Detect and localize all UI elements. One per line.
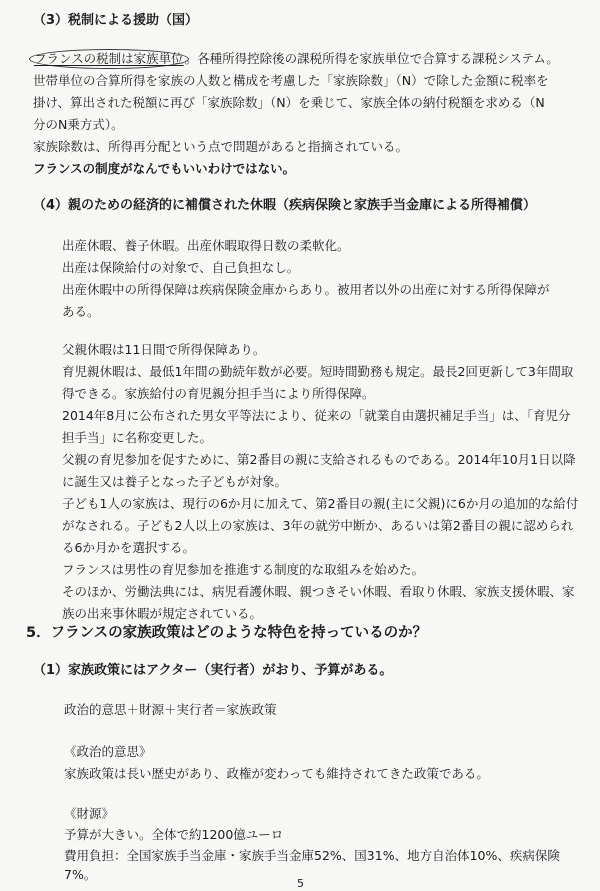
finance-label: 《財源》 (64, 806, 115, 821)
section3-line1 (33, 50, 559, 68)
section4-p1-line: 出産休暇中の所得保障は疾病保険金庫からあり。被用者以外の出産に対する所得保障が (62, 282, 550, 297)
underlined-phrase-a: フランスの税制 (34, 51, 122, 66)
section4-p2-line: 育児親休暇は、最低1年間の勤続年数が必要。短時間勤務も規定。最長2回更新して3年間取 (62, 364, 574, 379)
section5-sub1-heading: （1）家族政策にはアクター（実行者）がおり、予算がある。 (33, 663, 393, 678)
section4-p2-line: 族の出来事休暇が規定されている。 (62, 606, 263, 621)
section3-line6: フランスの制度がなんでもいいわけではない。 (33, 161, 296, 176)
section4-p2-line: フランスは男性の育児参加を推進する制度的な取組みを始めた。 (62, 562, 425, 577)
finance-line: 予算が大きい。全体で約1200億ユーロ (64, 827, 284, 842)
section4-p1-line: 出産休暇、養子休暇。出産休暇取得日数の柔軟化。 (62, 238, 350, 253)
section3-line3: 掛け、算出された税額に再び「家族除数」（N）を乗じて、家族全体の納付税額を求める（N (33, 95, 545, 110)
section3-heading: （3）税制による援助（国） (33, 13, 199, 28)
section4-p2-line: がなされる。子ども2人以上の家族は、3年の就労中断か、あるいは第2番目の親に認められ (62, 518, 574, 533)
finance-line: 費用負担：全国家族手当金庫・家族手当金庫52%、国31%、地方自治体10%、疾病保険 (64, 848, 560, 863)
section5-heading: 5．フランスの家族政策はどのような特色を持っているのか？ (26, 625, 428, 641)
section4-p2-line: そのほか、労働法典には、病児看護休暇、親つきそい休暇、看取り休暇、家族支援休暇、家 (62, 584, 575, 599)
will-label: 《政治的意思》 (64, 744, 152, 759)
section3-line1-rest: 。各種所得控除後の課税所得を家族単位で合算する課税システム。 (184, 51, 559, 66)
section4-p1-line: 出産は保険給付の対象で、自己負担なし。 (62, 260, 300, 275)
section4-p2-line: に誕生又は養子となった子どもが対象。 (62, 474, 288, 489)
circled-phrase (29, 49, 189, 69)
section3-line5: 家族除数は、所得再分配という点で問題があると指摘されている。 (33, 139, 409, 154)
finance-line: 7%。 (64, 867, 97, 882)
formula: 政治的意思＋財源＋実行者＝家族政策 (64, 702, 277, 717)
section4-p2-line: 担手当」に名称変更した。 (62, 430, 213, 445)
section4-p2-line: 2014年8月に公布された男女平等法により、従来の「就業自由選択補足手当」は、「育児分 (62, 408, 571, 423)
will-text: 家族政策は長い歴史があり、政権が変わっても維持されてきた政策である。 (64, 766, 489, 781)
section4-p2-line: 父親休暇は11日間で所得保障あり。 (62, 342, 266, 357)
section4-p2-line: 得できる。家族給付の育児親分担手当により所得保障。 (62, 386, 375, 401)
section4-p2-line: 子ども1人の家族は、現行の6か月に加えて、第2番目の親(主に父親)に6か月の追加的な給付 (62, 496, 579, 511)
section4-p2-line: る6か月かを選択する。 (62, 540, 195, 555)
underlined-phrase-b: は家族単位 (121, 51, 184, 66)
section4-heading: （4）親のための経済的に補償された休暇（疾病保険と家族手当金庫による所得補償） (33, 198, 537, 213)
section3-line2: 世帯単位の合算所得を家族の人数と構成を考慮した「家族除数」（N）で除した金額に税率を (33, 73, 549, 88)
section4-p2-line: 父親の育児参加を促すために、第2番目の親に支給されるものである。2014年10月1日以降 (62, 452, 576, 467)
page-number: 5 (297, 877, 304, 890)
section4-p1-line: ある。 (62, 304, 100, 319)
section3-line4: 分のN乗方式）。 (33, 117, 124, 132)
